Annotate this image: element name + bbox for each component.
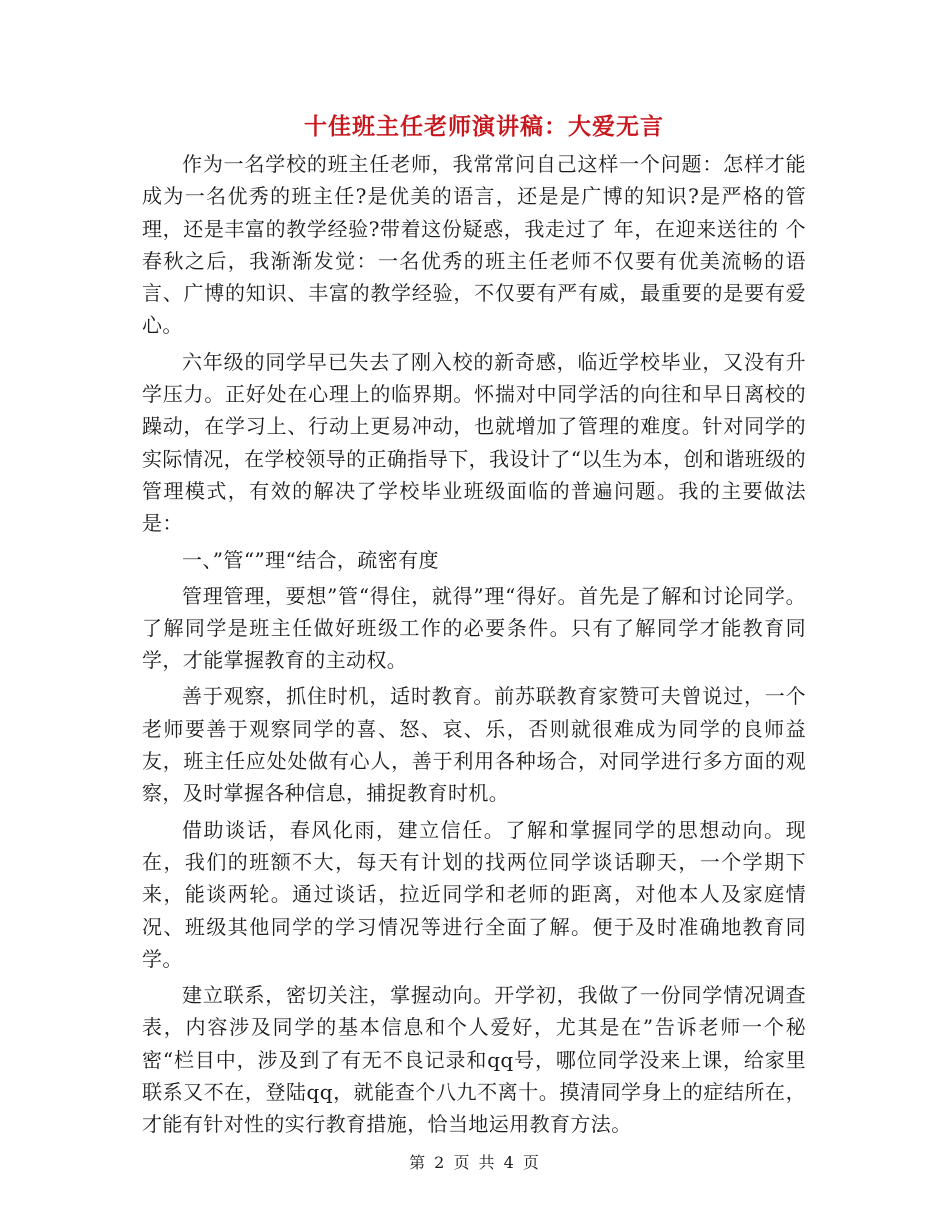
- paragraph-conversation: 借助谈话，春风化雨，建立信任。了解和掌握同学的思想动向。现在，我们的班额不大，每天有计划的找两位同学谈话聊天，一个学期下来，能谈两轮。通过谈话，拉近同学和老师的距离，对他本人及家庭情况、班级其他同学的学习情况等进行全面了解。便于及时准确地教育同学。: [142, 817, 806, 971]
- paragraph-management: 管理管理，要想”管“得住，就得”理“得好。首先是了解和讨论同学。了解同学是班主任做好班级工作的必要条件。只有了解同学才能教育同学，才能掌握教育的主动权。: [142, 583, 806, 673]
- paragraph-observation: 善于观察，抓住时机，适时教育。前苏联教育家赞可夫曾说过，一个老师要善于观察同学的喜、怒、哀、乐，否则就很难成为同学的良师益友，班主任应处处做有心人，善于利用各种场合，对同学进行多方面的观察，及时掌握各种信息，捕捉教育时机。: [142, 684, 806, 806]
- paragraph-contact: 建立联系，密切关注，掌握动向。开学初，我做了一份同学情况调查表，内容涉及同学的基本信息和个人爱好，尤其是在”告诉老师一个秘密“栏目中，涉及到了有无不良记录和qq号，哪位同学没来上课，给家里联系又不在，登陆qq，就能查个八九不离十。摸清同学身上的症结所在，才能有针对性的实行教育措施，恰当地运用教育方法。: [142, 983, 806, 1137]
- document-title: 十佳班主任老师演讲稿：大爱无言: [304, 113, 664, 140]
- paragraph-intro: 作为一名学校的班主任老师，我常常问自己这样一个问题：怎样才能成为一名优秀的班主任?是优美的语言，还是是广博的知识?是严格的管理，还是丰富的教学经验?带着这份疑惑，我走过了 年，在迎来送往的 个春秋之后，我渐渐发觉：一名优秀的班主任老师不仅要有优美流畅的语言、广博的知识、丰富的教学经验，不仅要有严有威，最重要的是要有爱心。: [142, 152, 806, 338]
- page-indicator: 第 2 页 共 4 页: [409, 1153, 541, 1172]
- section-heading-1: 一、”管“”理“结合，疏密有度: [182, 547, 439, 572]
- paragraph-background: 六年级的同学早已失去了刚入校的新奇感，临近学校毕业，又没有升学压力。正好处在心理上的临界期。怀揣对中同学活的向往和早日离校的躁动，在学习上、行动上更易冲动，也就增加了管理的难度。针对同学的实际情况，在学校领导的正确指导下，我设计了“以生为本，创和谐班级的管理模式，有效的解决了学校毕业班级面临的普遍问题。我的主要做法是：: [142, 349, 806, 536]
- document-body: [142, 110, 806, 1145]
